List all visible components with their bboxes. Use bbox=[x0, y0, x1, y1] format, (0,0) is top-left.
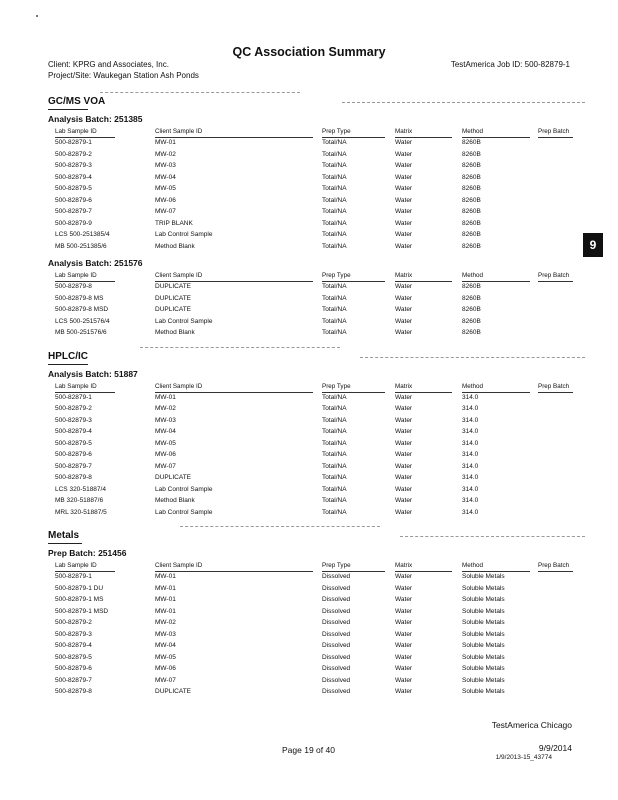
table-cell: Water bbox=[395, 665, 413, 672]
table-cell: Water bbox=[395, 405, 413, 412]
table-cell: 500-82879-4 bbox=[55, 173, 92, 181]
column-header: Client Sample ID bbox=[155, 128, 203, 135]
table-cell: 314.0 bbox=[462, 508, 479, 516]
table-cell: Water bbox=[395, 676, 413, 684]
table-cell: Total/NA bbox=[322, 242, 347, 250]
table-cell: 8260B bbox=[462, 150, 481, 158]
table-cell: 314.0 bbox=[462, 393, 479, 401]
column-header-rule bbox=[395, 571, 452, 572]
batch-label: Analysis Batch: 251385 bbox=[48, 114, 143, 124]
table-cell: Water bbox=[395, 607, 413, 615]
table-cell: 500-82879-8 bbox=[55, 474, 92, 481]
section-rule bbox=[48, 364, 88, 365]
table-cell: Total/NA bbox=[322, 428, 347, 435]
column-header: Prep Batch bbox=[538, 272, 570, 279]
column-header-rule bbox=[55, 281, 115, 282]
table-cell: 500-82879-6 bbox=[55, 196, 92, 204]
table-cell: 314.0 bbox=[462, 439, 479, 447]
table-cell: MW-01 bbox=[155, 607, 176, 615]
column-header: Matrix bbox=[395, 562, 413, 569]
batch-label: Analysis Batch: 251576 bbox=[48, 258, 143, 268]
table-cell: MB 500-251576/6 bbox=[55, 329, 107, 336]
table-cell: LCS 500-251385/4 bbox=[55, 231, 110, 238]
column-header: Lab Sample ID bbox=[55, 562, 97, 569]
table-cell: 8260B bbox=[462, 317, 481, 325]
table-cell: DUPLICATE bbox=[155, 474, 191, 481]
section-top-rule bbox=[140, 347, 340, 348]
column-header-rule bbox=[538, 137, 573, 138]
column-header-rule bbox=[322, 571, 385, 572]
table-cell: Total/NA bbox=[322, 208, 347, 215]
section-heading: GC/MS VOA bbox=[48, 96, 106, 107]
table-cell: Method Blank bbox=[155, 329, 195, 336]
table-cell: DUPLICATE bbox=[155, 688, 191, 695]
table-cell: 8260B bbox=[462, 294, 481, 302]
table-cell: MW-01 bbox=[155, 584, 176, 592]
table-cell: MW-04 bbox=[155, 428, 176, 435]
table-cell: Total/NA bbox=[322, 474, 347, 481]
table-cell: Soluble Metals bbox=[462, 619, 505, 626]
table-cell: 500-82879-3 bbox=[55, 162, 92, 169]
table-cell: MW-04 bbox=[155, 642, 176, 649]
table-cell: Total/NA bbox=[322, 306, 347, 313]
table-cell: Water bbox=[395, 294, 413, 302]
table-cell: Total/NA bbox=[322, 162, 347, 169]
table-cell: Water bbox=[395, 462, 413, 470]
table-cell: MB 500-251385/6 bbox=[55, 242, 107, 250]
table-cell: Dissolved bbox=[322, 619, 351, 626]
column-header-rule bbox=[395, 281, 452, 282]
table-cell: 500-82879-7 bbox=[55, 462, 92, 470]
section-dash-rule bbox=[360, 357, 585, 358]
table-cell: MW-06 bbox=[155, 451, 176, 458]
table-cell: MW-07 bbox=[155, 208, 176, 215]
table-cell: Water bbox=[395, 162, 413, 169]
table-cell: Water bbox=[395, 173, 413, 181]
table-cell: Lab Control Sample bbox=[155, 317, 213, 325]
table-cell: 500-82879-3 bbox=[55, 630, 92, 638]
table-cell: Water bbox=[395, 393, 413, 401]
table-cell: Soluble Metals bbox=[462, 596, 505, 603]
table-cell: Total/NA bbox=[322, 231, 347, 238]
table-cell: 500-82879-6 bbox=[55, 665, 92, 672]
table-cell: MW-05 bbox=[155, 653, 176, 661]
column-header: Method bbox=[462, 128, 484, 135]
table-cell: 500-82879-1 MSD bbox=[55, 607, 109, 615]
column-header: Method bbox=[462, 382, 484, 390]
table-cell: Total/NA bbox=[322, 219, 347, 227]
table-cell: 500-82879-4 bbox=[55, 642, 92, 649]
column-header-rule bbox=[155, 281, 313, 282]
table-cell: Water bbox=[395, 596, 413, 603]
table-cell: DUPLICATE bbox=[155, 306, 191, 313]
column-header-rule bbox=[55, 137, 115, 138]
table-cell: Soluble Metals bbox=[462, 688, 505, 695]
column-header-rule bbox=[155, 571, 313, 572]
footer-date: 9/9/2014 bbox=[538, 743, 572, 753]
table-cell: Total/NA bbox=[322, 439, 347, 447]
table-cell: Total/NA bbox=[322, 294, 347, 302]
table-cell: Water bbox=[395, 185, 413, 192]
table-cell: MW-03 bbox=[155, 416, 176, 424]
table-cell: MW-02 bbox=[155, 150, 176, 158]
table-cell: 8260B bbox=[462, 139, 481, 146]
table-cell: MW-01 bbox=[155, 393, 176, 401]
page-title: QC Association Summary bbox=[232, 45, 386, 59]
table-cell: Total/NA bbox=[322, 451, 347, 458]
table-cell: MW-07 bbox=[155, 462, 176, 470]
table-cell: Total/NA bbox=[322, 497, 347, 504]
table-cell: Dissolved bbox=[322, 676, 351, 684]
table-cell: Water bbox=[395, 653, 413, 661]
column-header-rule bbox=[395, 137, 452, 138]
table-cell: Soluble Metals bbox=[462, 584, 505, 592]
table-cell: 314.0 bbox=[462, 497, 479, 504]
section-tab-marker: 9 bbox=[583, 233, 603, 257]
footer-page-number: Page 19 of 40 bbox=[282, 745, 335, 755]
scan-speck bbox=[36, 15, 38, 17]
column-header: Method bbox=[462, 272, 484, 279]
column-header: Prep Type bbox=[322, 562, 351, 569]
table-cell: Water bbox=[395, 439, 413, 447]
section-heading: Metals bbox=[48, 530, 80, 541]
column-header-rule bbox=[55, 392, 115, 393]
section-top-rule bbox=[100, 92, 300, 93]
table-cell: 500-82879-9 bbox=[55, 219, 92, 227]
table-cell: 500-82879-8 bbox=[55, 283, 92, 290]
column-header-rule bbox=[395, 392, 452, 393]
table-cell: Lab Control Sample bbox=[155, 231, 213, 238]
section-dash-rule bbox=[342, 102, 585, 103]
column-header-rule bbox=[462, 392, 530, 393]
table-cell: Dissolved bbox=[322, 653, 351, 661]
table-cell: 314.0 bbox=[462, 462, 479, 470]
table-cell: MW-03 bbox=[155, 630, 176, 638]
table-cell: Water bbox=[395, 208, 413, 215]
table-cell: 8260B bbox=[462, 329, 481, 336]
column-header-rule bbox=[462, 281, 530, 282]
client-name: Client: KPRG and Associates, Inc. bbox=[48, 60, 169, 69]
table-cell: Total/NA bbox=[322, 393, 347, 401]
table-cell: Total/NA bbox=[322, 508, 347, 516]
table-cell: 8260B bbox=[462, 219, 481, 227]
table-cell: Total/NA bbox=[322, 485, 347, 493]
section-rule bbox=[48, 543, 82, 544]
column-header-rule bbox=[322, 392, 385, 393]
section-top-rule bbox=[180, 526, 380, 527]
table-cell: MW-05 bbox=[155, 439, 176, 447]
table-cell: MW-07 bbox=[155, 676, 176, 684]
table-cell: Dissolved bbox=[322, 584, 351, 592]
table-cell: 8260B bbox=[462, 283, 481, 290]
table-cell: Water bbox=[395, 242, 413, 250]
table-cell: 314.0 bbox=[462, 428, 479, 435]
table-cell: Total/NA bbox=[322, 139, 347, 146]
column-header: Prep Batch bbox=[538, 562, 570, 569]
table-cell: 500-82879-8 MS bbox=[55, 294, 104, 302]
table-cell: 8260B bbox=[462, 162, 481, 169]
table-cell: MW-05 bbox=[155, 185, 176, 192]
table-cell: Water bbox=[395, 219, 413, 227]
table-cell: MW-03 bbox=[155, 162, 176, 169]
table-cell: Water bbox=[395, 329, 413, 336]
table-cell: 8260B bbox=[462, 231, 481, 238]
table-cell: Total/NA bbox=[322, 462, 347, 470]
table-cell: 500-82879-3 bbox=[55, 416, 92, 424]
table-cell: MW-01 bbox=[155, 573, 176, 580]
table-cell: 500-82879-2 bbox=[55, 619, 92, 626]
table-cell: Dissolved bbox=[322, 573, 351, 580]
table-cell: 8260B bbox=[462, 173, 481, 181]
table-cell: 500-82879-2 bbox=[55, 405, 92, 412]
column-header-rule bbox=[322, 281, 385, 282]
table-cell: Water bbox=[395, 150, 413, 158]
table-cell: MW-06 bbox=[155, 665, 176, 672]
table-cell: Dissolved bbox=[322, 688, 351, 695]
table-cell: 8260B bbox=[462, 242, 481, 250]
table-cell: 500-82879-4 bbox=[55, 428, 92, 435]
table-cell: Total/NA bbox=[322, 283, 347, 290]
job-id: TestAmerica Job ID: 500-82879-1 bbox=[450, 60, 570, 69]
batch-label: Prep Batch: 251456 bbox=[48, 548, 127, 558]
column-header-rule bbox=[462, 137, 530, 138]
section-dash-rule bbox=[400, 536, 585, 537]
table-cell: 8260B bbox=[462, 196, 481, 204]
table-cell: Total/NA bbox=[322, 329, 347, 336]
table-cell: Soluble Metals bbox=[462, 653, 505, 661]
column-header: Prep Batch bbox=[538, 128, 570, 135]
table-cell: MW-01 bbox=[155, 139, 176, 146]
table-cell: 500-82879-8 bbox=[55, 688, 92, 695]
table-cell: 500-82879-1 bbox=[55, 393, 92, 401]
table-cell: 500-82879-7 bbox=[55, 208, 92, 215]
column-header: Prep Type bbox=[322, 382, 351, 390]
column-header: Matrix bbox=[395, 128, 413, 135]
table-cell: Water bbox=[395, 688, 413, 695]
batch-label: Analysis Batch: 51887 bbox=[48, 368, 138, 379]
table-cell: Dissolved bbox=[322, 630, 351, 638]
table-cell: Soluble Metals bbox=[462, 630, 505, 638]
section-rule bbox=[48, 109, 88, 110]
table-cell: DUPLICATE bbox=[155, 294, 191, 302]
table-cell: Total/NA bbox=[322, 196, 347, 204]
column-header: Lab Sample ID bbox=[55, 382, 97, 390]
table-cell: Water bbox=[395, 485, 413, 493]
table-cell: Dissolved bbox=[322, 607, 351, 615]
table-cell: Total/NA bbox=[322, 317, 347, 325]
table-cell: Water bbox=[395, 317, 413, 325]
table-cell: 314.0 bbox=[462, 485, 479, 493]
column-header-rule bbox=[538, 281, 573, 282]
column-header: Matrix bbox=[395, 272, 413, 279]
column-header: Client Sample ID bbox=[155, 272, 203, 279]
table-cell: 500-82879-1 DU bbox=[55, 584, 104, 592]
table-cell: MW-01 bbox=[155, 596, 176, 603]
table-cell: Soluble Metals bbox=[462, 607, 505, 615]
table-cell: Soluble Metals bbox=[462, 573, 505, 580]
table-cell: Water bbox=[395, 231, 413, 238]
table-cell: Water bbox=[395, 428, 413, 435]
column-header-rule bbox=[155, 392, 313, 393]
section-heading: HPLC/IC bbox=[48, 350, 88, 362]
table-cell: Water bbox=[395, 584, 413, 592]
table-cell: MW-06 bbox=[155, 196, 176, 204]
table-cell: Water bbox=[395, 451, 413, 458]
table-cell: 8260B bbox=[462, 185, 481, 192]
table-cell: Water bbox=[395, 306, 413, 313]
table-cell: 500-82879-7 bbox=[55, 676, 92, 684]
table-cell: Soluble Metals bbox=[462, 642, 505, 649]
table-cell: 8260B bbox=[462, 306, 481, 313]
table-cell: 500-82879-5 bbox=[55, 439, 92, 447]
table-cell: Total/NA bbox=[322, 185, 347, 192]
table-cell: TRIP BLANK bbox=[155, 219, 193, 227]
column-header-rule bbox=[155, 137, 313, 138]
table-cell: Water bbox=[395, 573, 413, 580]
table-cell: 500-82879-8 MSD bbox=[55, 306, 109, 313]
column-header: Client Sample ID bbox=[155, 382, 203, 390]
table-cell: Total/NA bbox=[322, 173, 347, 181]
table-cell: MW-02 bbox=[155, 619, 176, 626]
project-site: Project/Site: Waukegan Station Ash Ponds bbox=[48, 71, 199, 80]
table-cell: 500-82879-6 bbox=[55, 451, 92, 458]
column-header: Matrix bbox=[395, 382, 413, 390]
table-cell: Water bbox=[395, 497, 413, 504]
column-header-rule bbox=[55, 571, 115, 572]
footer-company: TestAmerica Chicago bbox=[491, 720, 572, 730]
column-header: Client Sample ID bbox=[155, 562, 203, 569]
column-header: Method bbox=[462, 562, 484, 569]
table-cell: Water bbox=[395, 196, 413, 204]
column-header-rule bbox=[538, 571, 573, 572]
table-cell: Lab Control Sample bbox=[155, 508, 213, 516]
table-cell: Water bbox=[395, 283, 413, 290]
table-cell: MW-02 bbox=[155, 405, 176, 412]
table-cell: Total/NA bbox=[322, 405, 347, 412]
table-cell: Method Blank bbox=[155, 497, 195, 504]
table-cell: Soluble Metals bbox=[462, 665, 505, 672]
table-cell: 500-82879-2 bbox=[55, 150, 92, 158]
table-cell: 500-82879-5 bbox=[55, 185, 92, 192]
table-cell: 314.0 bbox=[462, 474, 479, 481]
table-cell: Water bbox=[395, 630, 413, 638]
table-cell: 314.0 bbox=[462, 451, 479, 458]
table-cell: Water bbox=[395, 619, 413, 626]
table-cell: Water bbox=[395, 508, 413, 516]
table-cell: 500-82879-1 MS bbox=[55, 596, 104, 603]
column-header: Prep Type bbox=[322, 272, 351, 279]
table-cell: 8260B bbox=[462, 208, 481, 215]
table-cell: Dissolved bbox=[322, 665, 351, 672]
column-header-rule bbox=[322, 137, 385, 138]
table-cell: Lab Control Sample bbox=[155, 485, 213, 493]
table-cell: LCS 320-51887/4 bbox=[55, 485, 106, 493]
table-cell: Method Blank bbox=[155, 242, 195, 250]
table-cell: MB 320-51887/6 bbox=[55, 497, 104, 504]
column-header-rule bbox=[462, 571, 530, 572]
column-header-rule bbox=[538, 392, 573, 393]
table-cell: 314.0 bbox=[462, 416, 479, 424]
table-cell: 314.0 bbox=[462, 405, 479, 412]
table-cell: DUPLICATE bbox=[155, 283, 191, 290]
column-header: Prep Type bbox=[322, 128, 351, 135]
table-cell: LCS 500-251576/4 bbox=[55, 317, 110, 325]
column-header: Prep Batch bbox=[538, 382, 570, 390]
table-cell: Dissolved bbox=[322, 596, 351, 603]
column-header: Lab Sample ID bbox=[55, 128, 97, 135]
table-cell: Water bbox=[395, 416, 413, 424]
table-cell: Water bbox=[395, 139, 413, 146]
table-cell: Dissolved bbox=[322, 642, 351, 649]
table-cell: MRL 320-51887/5 bbox=[55, 508, 107, 516]
table-cell: Soluble Metals bbox=[462, 676, 505, 684]
table-cell: Total/NA bbox=[322, 416, 347, 424]
table-cell: 500-82879-5 bbox=[55, 653, 92, 661]
table-cell: 500-82879-1 bbox=[55, 139, 92, 146]
table-cell: Water bbox=[395, 474, 413, 481]
table-cell: 500-82879-1 bbox=[55, 573, 92, 580]
table-cell: MW-04 bbox=[155, 173, 176, 181]
column-header: Lab Sample ID bbox=[55, 272, 97, 279]
table-cell: Total/NA bbox=[322, 150, 347, 158]
footer-doc-id: 1/9/2013-15_43774 bbox=[495, 754, 552, 761]
table-cell: Water bbox=[395, 642, 413, 649]
